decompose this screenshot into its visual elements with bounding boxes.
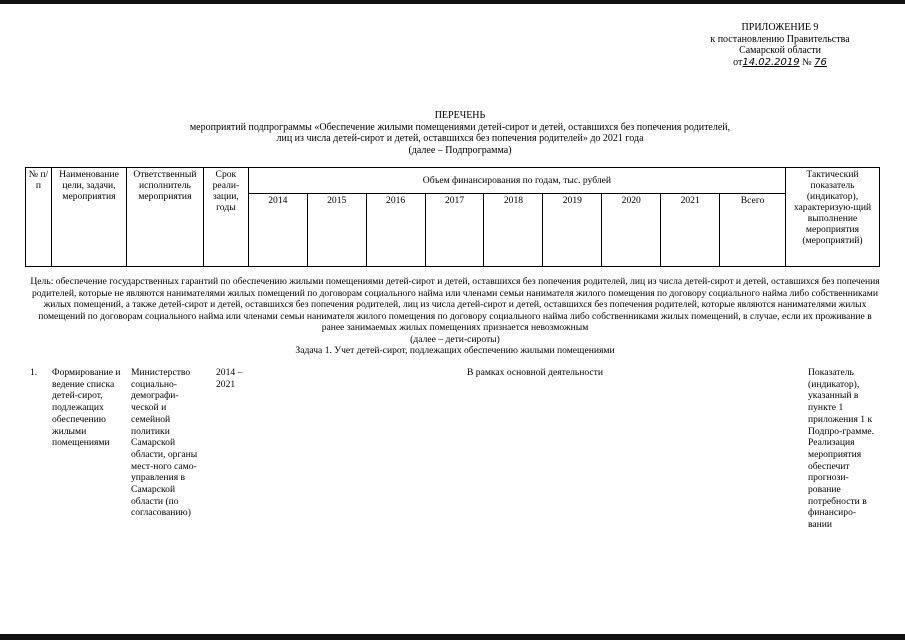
row-indicator: Показатель (индикатор), указанный в пункте 1 приложения 1 к Подпро-грамме. Реализация мероприятия обеспечит прогнози-рование потребности в финансиро-вании xyxy=(808,367,875,531)
task-heading: Задача 1. Учет детей-сирот, подлежащих обеспечению жилыми помещениями xyxy=(295,345,615,356)
year-header: 2021 xyxy=(661,193,720,266)
number-prefix: № xyxy=(802,56,812,68)
title-line3: (далее – Подпрограмма) xyxy=(408,144,512,156)
row-responsible: Министерство социально-демографи-ческой и семейной политики Самарской области, органы мест-ного само-управления в Самарской области (по согласованию) xyxy=(131,367,198,519)
col-header-indicator: Тактический показатель (индикатор), характеризую-щий выполнение мероприятия (мероприятий) xyxy=(786,168,880,267)
top-scan-border xyxy=(0,0,905,4)
year-header: 2017 xyxy=(425,193,484,266)
header-table xyxy=(25,167,880,267)
title-line2: лиц из числа детей-сирот и детей, оставшихся без попечения родителей» до 2021 года xyxy=(276,133,644,144)
appendix-date-line xyxy=(690,57,870,69)
goal-note: (далее – дети-сироты) xyxy=(410,333,500,345)
year-header: 2018 xyxy=(484,193,543,266)
total-header: Всего xyxy=(720,193,786,266)
col-header-name: Наименование цели, задачи, мероприятия xyxy=(51,168,126,267)
year-header: 2016 xyxy=(366,193,425,266)
goal-section xyxy=(30,276,880,357)
appendix-title: ПРИЛОЖЕНИЕ 9 xyxy=(741,22,819,33)
appendix-line1: к постановлению Правительства xyxy=(710,33,850,45)
handwritten-date: 14.02.2019 xyxy=(742,56,800,68)
goal-text: Цель: обеспечение государственных гарантий по обеспечению жилыми помещениями детей-сирот и детей, оставшихся без попечения родителей, лиц из числа детей-сирот и детей, оставшихся без попечения родителей, которые не являются нанимателями жилых помещений по договорам социального найма или членами семьи нанимателя жилого помещения по договору социального найма либо собственниками жилых помещений, а также детей-сирот и детей, оставшихся без попечения родителей, лиц из числа детей-сирот и детей, оставшихся без попечения родителей, которые являются нанимателями жилых помещений по договорам социального найма или членами семьи нанимателя жилого помещения по договору социального найма либо собственниками жилых помещений, в случае, если их проживание в ранее занимаемых жилых помещениях признается невозможным xyxy=(30,276,880,333)
col-header-responsible: Ответственный исполнитель мероприятия xyxy=(126,168,203,267)
year-header: 2020 xyxy=(602,193,661,266)
col-header-financing: Объем финансирования по годам, тыс. рублей xyxy=(248,168,785,194)
row-number: 1. xyxy=(30,367,38,378)
date-prefix: от xyxy=(733,56,743,68)
document-title xyxy=(130,110,790,156)
year-header: 2019 xyxy=(543,193,602,266)
title-heading: ПЕРЕЧЕНЬ xyxy=(434,110,486,121)
appendix-line2: Самарской области xyxy=(739,45,821,56)
row-financing: В рамках основной деятельности xyxy=(466,367,604,378)
year-header: 2014 xyxy=(248,193,307,266)
title-line1: мероприятий подпрограммы «Обеспечение жилыми помещениями детей-сирот и детей, оставшихся без попечения родителей, xyxy=(189,121,731,133)
appendix-header xyxy=(690,22,870,68)
col-header-num: № п/п xyxy=(26,168,52,267)
col-header-term: Срок реали-зации, годы xyxy=(203,168,248,267)
handwritten-number: 76 xyxy=(814,56,827,68)
year-header: 2015 xyxy=(307,193,366,266)
bottom-scan-border xyxy=(0,634,905,640)
row-term: 2014 – 2021 xyxy=(216,367,243,390)
row-activity-name: Формирование и ведение списка детей-сирот, подлежащих обеспечению жилыми помещениями xyxy=(52,367,121,449)
